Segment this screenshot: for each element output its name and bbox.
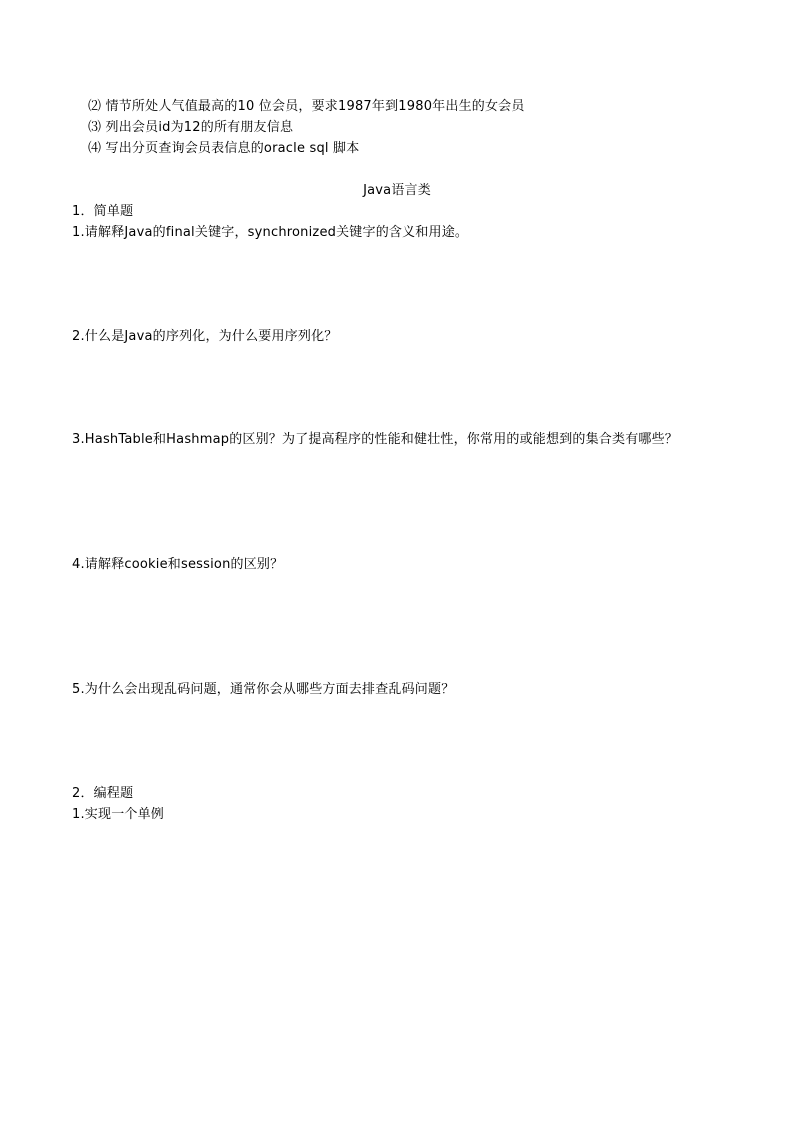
question-5: 5.为什么会出现乱码问题，通常你会从哪些方面去排查乱码问题？	[72, 682, 455, 697]
sql-item-4: ⑷ 写出分页查询会员表信息的oracle sql 脚本	[88, 141, 360, 156]
section-title: Java语言类	[363, 183, 431, 198]
question-3: 3.HashTable和Hashmap的区别？为了提高程序的性能和健壮性，你常用的或能想到的集合类有哪些？	[72, 432, 679, 447]
question-2: 2.什么是Java的序列化，为什么要用序列化？	[72, 329, 338, 344]
part2-heading: 2．编程题	[72, 786, 134, 801]
question-4: 4.请解释cookie和session的区别？	[72, 557, 284, 572]
part1-heading: 1．简单题	[72, 204, 134, 219]
sql-item-2: ⑵ 情节所处人气值最高的10 位会员，要求1987年到1980年出生的女会员	[88, 99, 525, 114]
question-1: 1.请解释Java的final关键字，synchronized关键字的含义和用途。	[72, 225, 469, 240]
sql-item-3: ⑶ 列出会员id为12的所有朋友信息	[88, 120, 294, 135]
problem-1: 1.实现一个单例	[72, 807, 165, 822]
